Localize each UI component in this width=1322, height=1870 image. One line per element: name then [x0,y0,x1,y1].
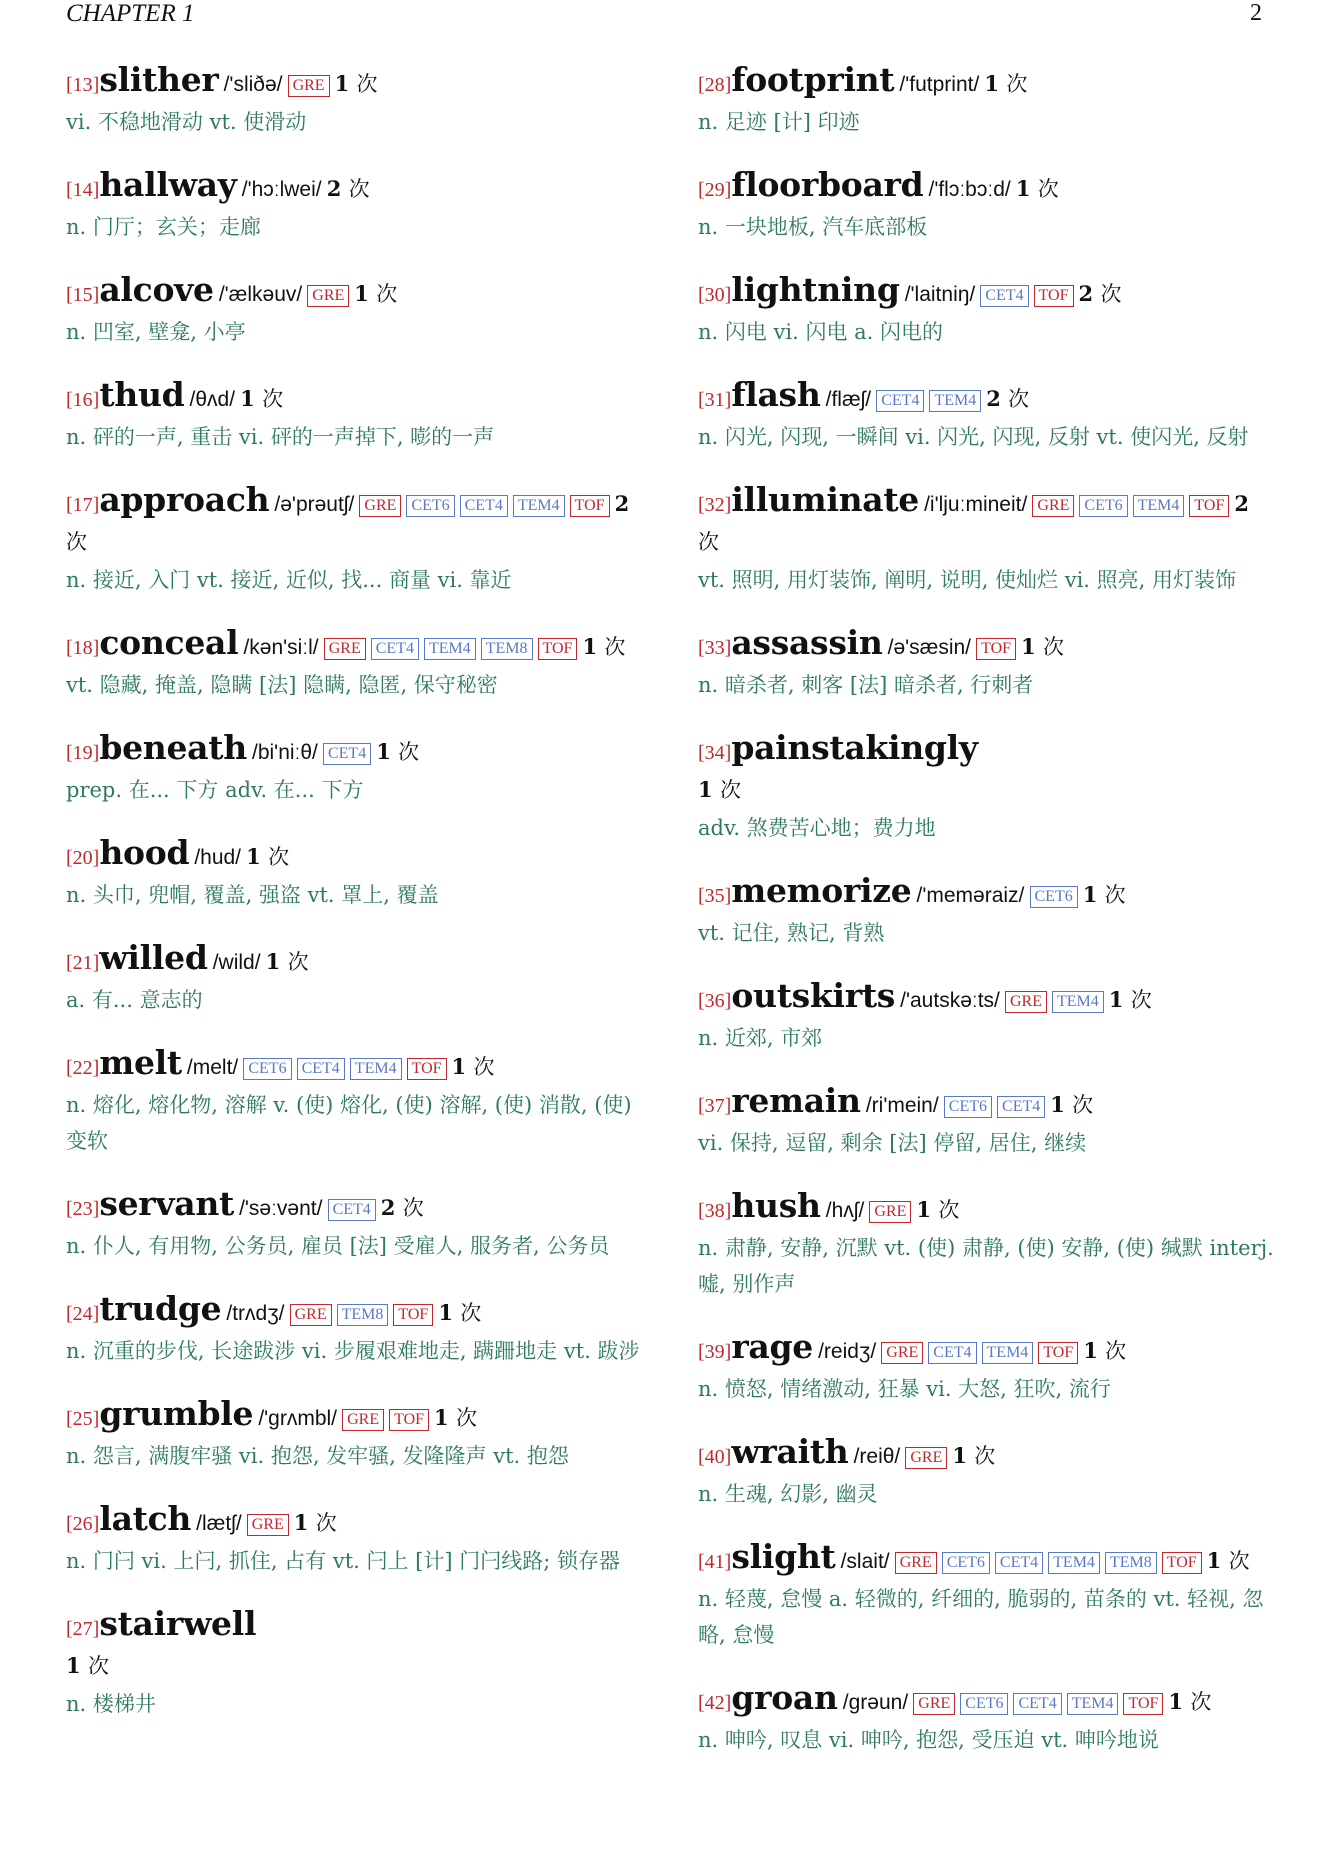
frequency-count: 2 次 [66,491,630,554]
frequency-unit: 次 [604,635,626,659]
frequency-count: 1 次 [1021,634,1064,659]
entry-number: [26] [66,1513,100,1535]
exam-tag-badge: GRE [290,1304,332,1326]
vocab-entry [698,167,1276,245]
entry-number: [25] [66,1408,100,1430]
exam-tag-badge: CET4 [328,1199,376,1221]
exam-tag-badge: CET6 [1079,495,1127,517]
exam-tag-badge: GRE [895,1552,937,1574]
entry-number: [29] [698,179,732,201]
phonetic: /'hɔːlwei/ [241,178,322,201]
exam-tag-badge: CET4 [323,743,371,765]
frequency-unit: 次 [1042,635,1064,659]
vocab-entry [66,835,644,913]
exam-tag-badge: TEM4 [513,495,565,517]
headword: outskirts [731,976,896,1015]
phonetic: /lætʃ/ [196,1512,242,1535]
exam-tag-badge: TOF [1034,285,1074,307]
frequency-count: 1 次 [434,1405,477,1430]
definition: vi. 保持, 逗留, 剩余 [法] 停留, 居住, 继续 [698,1131,1087,1155]
exam-tag-badge: TEM8 [1105,1552,1157,1574]
headword: hood [99,833,190,872]
frequency-count: 1 次 [354,281,398,306]
exam-tag-badge: CET4 [997,1096,1045,1118]
headword: thud [99,375,185,414]
definition: vt. 隐藏, 掩盖, 隐瞒 [法] 隐瞒, 隐匿, 保守秘密 [66,673,498,697]
exam-tag-badge: GRE [869,1201,911,1223]
headword: flash [731,375,821,414]
entry-headline [66,730,644,772]
entry-number: [23] [66,1198,100,1220]
exam-tag-badge: GRE [1032,495,1074,517]
exam-tag-badge: CET4 [980,285,1028,307]
phonetic: /trʌdʒ/ [226,1302,285,1325]
phonetic: /'grʌmbl/ [258,1407,338,1430]
frequency-count: 2 次 [326,176,370,201]
frequency-count: 1 次 [1082,882,1126,907]
headword: illuminate [731,480,919,519]
frequency-unit: 次 [287,950,309,974]
entry-headline [66,1606,644,1686]
phonetic: /kən'siːl/ [243,636,319,659]
exam-tag-badge: CET4 [297,1058,345,1080]
definition: n. 仆人, 有用物, 公务员, 雇员 [法] 受雇人, 服务者, 公务员 [66,1234,610,1258]
entry-number: [14] [66,179,100,201]
exam-tag-badge: TOF [1123,1693,1163,1715]
headword: slither [99,60,219,99]
page-number: 2 [1250,0,1262,26]
frequency-count: 1 次 [66,1653,109,1678]
frequency-unit: 次 [1100,282,1122,306]
phonetic: /reidʒ/ [818,1340,877,1363]
entry-headline [698,62,1276,104]
frequency-unit: 次 [938,1198,960,1222]
entry-headline [698,1188,1276,1230]
exam-tag-badge: TEM4 [1133,495,1185,517]
headword: melt [99,1043,182,1082]
frequency-unit: 次 [1105,1339,1127,1363]
vocab-entry [698,482,1276,598]
entry-headline [698,730,1276,810]
exam-tag-badge: GRE [288,75,330,97]
definition: n. 足迹 [计] 印迹 [698,110,860,134]
entry-number: [40] [698,1446,732,1468]
frequency-count: 1 次 [916,1197,960,1222]
vocab-entry [66,167,644,245]
phonetic: /hud/ [194,846,242,869]
exam-tag-badge: CET4 [928,1342,976,1364]
entry-headline [698,1329,1276,1371]
definition: n. 愤怒, 情绪激动, 狂暴 vi. 大怒, 狂吹, 流行 [698,1377,1111,1401]
frequency-count: 1 次 [1083,1338,1127,1363]
frequency-unit: 次 [402,1196,424,1220]
frequency-count: 1 次 [698,777,741,802]
entry-number: [36] [698,990,732,1012]
frequency-count: 1 次 [952,1443,996,1468]
entry-number: [37] [698,1095,732,1117]
frequency-unit: 次 [1037,177,1059,201]
vocab-entry [698,377,1276,455]
definition: n. 闪光, 闪现, 一瞬间 vi. 闪光, 闪现, 反射 vt. 使闪光, 反射 [698,425,1249,449]
exam-tag-badge: CET4 [876,390,924,412]
entry-headline [698,978,1276,1020]
exam-tag-badge: CET6 [243,1058,291,1080]
headword: conceal [99,623,239,662]
vocab-entry [698,1539,1276,1653]
exam-tag-badge: GRE [913,1693,955,1715]
definition: n. 头巾, 兜帽, 覆盖, 强盗 vt. 罩上, 覆盖 [66,883,439,907]
definition: n. 一块地板, 汽车底部板 [698,215,928,239]
phonetic: /'autskəːts/ [900,989,1000,1012]
vocab-entry [698,1434,1276,1512]
exam-tag-badge: TEM4 [982,1342,1034,1364]
frequency-count: 1 次 [451,1054,495,1079]
entry-headline [698,1680,1276,1722]
exam-tag-badge: TOF [570,495,610,517]
frequency-unit: 次 [719,778,741,802]
frequency-unit: 次 [455,1406,477,1430]
exam-tag-badge: CET4 [995,1552,1043,1574]
frequency-unit: 次 [1006,72,1028,96]
vocab-entry [698,272,1276,350]
entry-headline [66,625,644,667]
exam-tag-badge: GRE [324,638,366,660]
definition: n. 凹室, 壁龛, 小亭 [66,320,246,344]
frequency-count: 1 次 [984,71,1028,96]
headword: willed [99,938,208,977]
frequency-unit: 次 [1008,387,1030,411]
frequency-unit: 次 [268,845,290,869]
entry-number: [24] [66,1303,100,1325]
headword: footprint [731,60,895,99]
phonetic: /'futprint/ [899,73,980,96]
exam-tag-badge: TEM4 [1048,1552,1100,1574]
definition: n. 肃静, 安静, 沉默 vt. (使) 肃静, (使) 安静, (使) 缄默 interj. 嘘, 别作声 [698,1236,1274,1296]
entry-headline [66,940,644,982]
vocab-entry [698,1188,1276,1302]
phonetic: /ə'prəutʃ/ [274,493,355,516]
definition: n. 生魂, 幻影, 幽灵 [698,1482,878,1506]
entry-headline [66,1291,644,1333]
frequency-count: 2 次 [986,386,1030,411]
frequency-unit: 次 [66,530,87,554]
vocab-entry [66,62,644,140]
entry-headline [698,625,1276,667]
definition: n. 闪电 vi. 闪电 a. 闪电的 [698,320,944,344]
headword: hush [731,1186,821,1225]
vocab-entry [66,1606,644,1722]
entry-number: [15] [66,284,100,306]
frequency-unit: 次 [398,740,420,764]
headword: lightning [731,270,900,309]
definition: n. 熔化, 熔化物, 溶解 v. (使) 熔化, (使) 溶解, (使) 消散, (使) 变软 [66,1093,632,1153]
vocab-entry [698,1329,1276,1407]
headword: trudge [99,1289,222,1328]
frequency-unit: 次 [1104,883,1126,907]
definition: n. 门厅；玄关；走廊 [66,215,261,239]
headword: servant [99,1184,234,1223]
entry-number: [34] [698,742,732,764]
entry-number: [39] [698,1341,732,1363]
vocab-entry [66,1396,644,1474]
phonetic: /wild/ [212,951,261,974]
headword: memorize [731,871,912,910]
vocab-entry [698,873,1276,951]
exam-tag-badge: TOF [976,638,1016,660]
frequency-unit: 次 [87,1654,109,1678]
entry-number: [19] [66,742,100,764]
headword: stairwell [99,1604,257,1643]
entry-number: [35] [698,885,732,907]
definition: n. 楼梯井 [66,1692,156,1716]
exam-tag-badge: TEM4 [929,390,981,412]
vocab-entry [698,978,1276,1056]
vocab-entry [698,62,1276,140]
exam-tag-badge: GRE [342,1409,384,1431]
exam-tag-badge: CET4 [460,495,508,517]
entry-headline [698,167,1276,209]
entry-headline [698,377,1276,419]
exam-tag-badge: GRE [905,1447,947,1469]
frequency-count: 1 次 [438,1300,482,1325]
vocab-entry [66,1186,644,1264]
frequency-count: 1 次 [246,844,290,869]
definition: n. 沉重的步伐, 长途跋涉 vi. 步履艰难地走, 蹒跚地走 vt. 跋涉 [66,1339,640,1363]
exam-tag-badge: TEM8 [481,638,533,660]
exam-tag-badge: CET6 [960,1693,1008,1715]
exam-tag-badge: GRE [307,285,349,307]
phonetic: /'səːvənt/ [239,1197,323,1220]
entry-number: [42] [698,1692,732,1714]
frequency-unit: 次 [698,530,719,554]
headword: painstakingly [731,728,978,767]
exam-tag-badge: GRE [1005,991,1047,1013]
vocab-entry [66,1501,644,1579]
headword: assassin [731,623,883,662]
exam-tag-badge: CET6 [944,1096,992,1118]
entry-headline [66,1501,644,1543]
headword: approach [99,480,270,519]
entry-number: [17] [66,494,100,516]
exam-tag-badge: CET6 [942,1552,990,1574]
frequency-unit: 次 [1130,988,1152,1012]
frequency-count: 2 次 [380,1195,424,1220]
headword: remain [731,1081,861,1120]
exam-tag-badge: TEM4 [424,638,476,660]
exam-tag-badge: TEM4 [350,1058,402,1080]
exam-tag-badge: GRE [359,495,401,517]
vocab-entry [698,1083,1276,1161]
entry-headline [66,1186,644,1228]
entry-number: [31] [698,389,732,411]
entry-number: [18] [66,637,100,659]
definition: n. 近郊, 市郊 [698,1026,823,1050]
phonetic: /'flɔːbɔːd/ [928,178,1011,201]
frequency-unit: 次 [1072,1093,1094,1117]
phonetic: /ə'sæsin/ [887,636,972,659]
entry-headline [66,482,644,562]
frequency-count: 1 次 [1168,1689,1212,1714]
phonetic: /flæʃ/ [825,388,872,411]
frequency-count: 1 次 [293,1510,337,1535]
exam-tag-badge: CET6 [406,495,454,517]
vocab-entry [66,1045,644,1159]
frequency-unit: 次 [262,387,284,411]
frequency-count: 1 次 [334,71,378,96]
right-column [698,62,1276,1758]
vocab-entry [66,482,644,598]
vocab-entry [698,1680,1276,1758]
definition: n. 呻吟, 叹息 vi. 呻吟, 抱怨, 受压迫 vt. 呻吟地说 [698,1728,1159,1752]
definition: n. 砰的一声, 重击 vi. 砰的一声掉下, 嘭的一声 [66,425,495,449]
frequency-count: 1 次 [1206,1548,1250,1573]
frequency-unit: 次 [473,1055,495,1079]
entry-headline [698,1083,1276,1125]
entry-number: [32] [698,494,732,516]
definition: vt. 记住, 熟记, 背熟 [698,921,885,945]
frequency-unit: 次 [376,282,398,306]
entry-number: [27] [66,1618,100,1640]
chapter-title: CHAPTER 1 [66,0,195,27]
entry-headline [66,1396,644,1438]
exam-tag-badge: TOF [393,1304,433,1326]
headword: groan [731,1678,838,1717]
exam-tag-badge: CET4 [371,638,419,660]
exam-tag-badge: TEM4 [1067,1693,1119,1715]
entry-headline [66,377,644,419]
phonetic: /melt/ [186,1056,239,1079]
entry-headline [698,272,1276,314]
entry-number: [28] [698,74,732,96]
headword: latch [99,1499,192,1538]
phonetic: /ri'mein/ [865,1094,939,1117]
definition: vi. 不稳地滑动 vt. 使滑动 [66,110,307,134]
definition: a. 有... 意志的 [66,988,203,1012]
headword: hallway [99,165,237,204]
frequency-unit: 次 [348,177,370,201]
definition: adv. 煞费苦心地；费力地 [698,816,936,840]
frequency-count: 1 次 [1108,987,1152,1012]
entry-number: [38] [698,1200,732,1222]
exam-tag-badge: TOF [389,1409,429,1431]
frequency-unit: 次 [974,1444,996,1468]
exam-tag-badge: TOF [1162,1552,1202,1574]
definition: n. 轻蔑, 怠慢 a. 轻微的, 纤细的, 脆弱的, 苗条的 vt. 轻视, 忽略, 怠慢 [698,1587,1264,1647]
entry-number: [20] [66,847,100,869]
definition: n. 怨言, 满腹牢骚 vi. 抱怨, 发牢骚, 发隆隆声 vt. 抱怨 [66,1444,569,1468]
entry-headline [698,1539,1276,1581]
frequency-unit: 次 [356,72,378,96]
exam-tag-badge: CET6 [1030,886,1078,908]
entry-number: [41] [698,1551,732,1573]
definition: n. 暗杀者, 刺客 [法] 暗杀者, 行刺者 [698,673,1034,697]
exam-tag-badge: TOF [407,1058,447,1080]
phonetic: /'sliðə/ [223,73,283,96]
phonetic: /i'ljuːmineit/ [924,493,1028,516]
entry-headline [66,835,644,877]
vocab-entry [698,625,1276,703]
phonetic: /reiθ/ [853,1445,901,1468]
entry-headline [66,167,644,209]
headword: alcove [99,270,214,309]
exam-tag-badge: TEM4 [1052,991,1104,1013]
phonetic: /hʌʃ/ [825,1199,865,1222]
entry-number: [21] [66,952,100,974]
frequency-unit: 次 [460,1301,482,1325]
headword: beneath [99,728,247,767]
exam-tag-badge: GRE [881,1342,923,1364]
vocab-entry [66,1291,644,1369]
entry-number: [33] [698,637,732,659]
frequency-count: 1 次 [582,634,626,659]
definition: vt. 照明, 用灯装饰, 阐明, 说明, 使灿烂 vi. 照亮, 用灯装饰 [698,568,1237,592]
frequency-unit: 次 [1190,1690,1212,1714]
phonetic: /'meməraiz/ [916,884,1025,907]
exam-tag-badge: TEM8 [337,1304,389,1326]
vocab-entry [66,377,644,455]
headword: grumble [99,1394,254,1433]
phonetic: /grəun/ [842,1691,909,1714]
entry-headline [66,272,644,314]
vocab-entry [698,730,1276,846]
entry-number: [16] [66,389,100,411]
entry-headline [698,482,1276,562]
frequency-count: 1 次 [1015,176,1059,201]
vocab-entry [66,625,644,703]
phonetic: /slait/ [840,1550,890,1573]
phonetic: /'laitniŋ/ [904,283,976,306]
headword: wraith [731,1432,849,1471]
exam-tag-badge: TOF [538,638,578,660]
frequency-count: 1 次 [376,739,420,764]
left-column [66,62,644,1722]
exam-tag-badge: CET4 [1013,1693,1061,1715]
entry-number: [13] [66,74,100,96]
exam-tag-badge: TOF [1038,1342,1078,1364]
phonetic: /bi'niːθ/ [252,741,318,764]
headword: rage [731,1327,813,1366]
exam-tag-badge: TOF [1189,495,1229,517]
definition: n. 接近, 入门 vt. 接近, 近似, 找... 商量 vi. 靠近 [66,568,512,592]
entry-headline [698,873,1276,915]
entry-number: [22] [66,1057,100,1079]
entry-headline [66,1045,644,1087]
frequency-count: 1 次 [265,949,309,974]
exam-tag-badge: GRE [247,1514,289,1536]
frequency-count: 2 次 [698,491,1249,554]
vocab-entry [66,272,644,350]
headword: floorboard [731,165,924,204]
definition: prep. 在... 下方 adv. 在... 下方 [66,778,364,802]
headword: slight [731,1537,836,1576]
definition: n. 门闩 vi. 上闩, 抓住, 占有 vt. 闩上 [计] 门闩线路; 锁存器 [66,1549,620,1573]
entry-number: [30] [698,284,732,306]
frequency-count: 2 次 [1078,281,1122,306]
frequency-count: 1 次 [240,386,284,411]
entry-headline [698,1434,1276,1476]
frequency-unit: 次 [1228,1549,1250,1573]
vocab-entry [66,940,644,1018]
vocab-entry [66,730,644,808]
frequency-unit: 次 [315,1511,337,1535]
frequency-count: 1 次 [1050,1092,1094,1117]
entry-headline [66,62,644,104]
phonetic: /θʌd/ [189,388,236,411]
phonetic: /'ælkəuv/ [218,283,303,306]
